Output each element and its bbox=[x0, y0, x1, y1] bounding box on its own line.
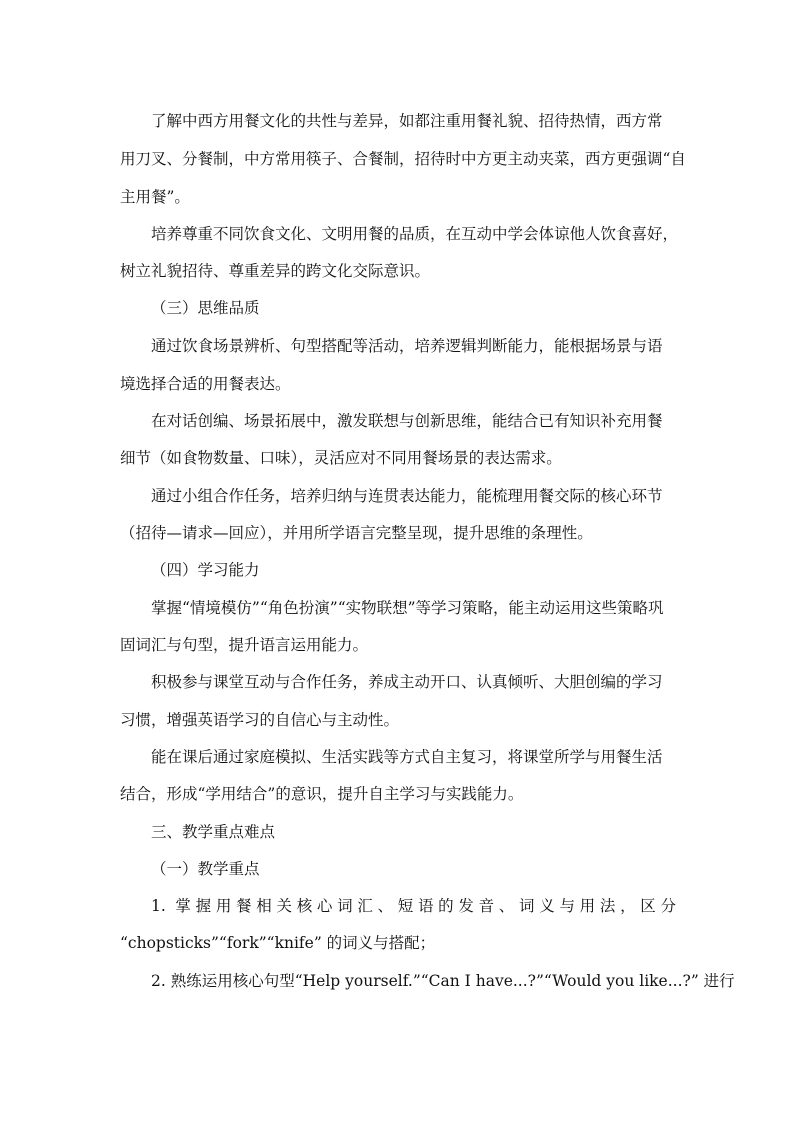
paragraph-line: 掌握“情境模仿”“角色扮演”“实物联想”等学习策略，能主动运用这些策略巩 bbox=[151, 599, 664, 617]
paragraph-line: 积极参与课堂互动与合作任务，养成主动开口、认真倾听、大胆创编的学习 bbox=[151, 673, 663, 691]
paragraph-line: 培养尊重不同饮食文化、文明用餐的品质，在互动中学会体谅他人饮食喜好， bbox=[151, 225, 679, 243]
paragraph-line: 习惯，增强英语学习的自信心与主动性。 bbox=[120, 711, 400, 729]
paragraph-line: 2. 熟练运用核心句型“Help yourself.”“Can I have...?”“Would you like...?” 进行 bbox=[151, 972, 735, 990]
section-heading: 三、教学重点难点 bbox=[151, 823, 276, 841]
paragraph-line: 通过饮食场景辨析、句型搭配等活动，培养逻辑判断能力，能根据场景与语 bbox=[151, 337, 663, 355]
paragraph-line: 1. 掌握用餐相关核心词汇、短语的发音、词义与用法，区分 bbox=[151, 897, 676, 915]
section-heading: （三）思维品质 bbox=[151, 299, 260, 317]
subsection-heading: （一）教学重点 bbox=[151, 860, 260, 878]
paragraph-line: 能在课后通过家庭模拟、生活实践等方式自主复习，将课堂所学与用餐生活 bbox=[151, 748, 663, 766]
paragraph-line: “chopsticks”“fork”“knife” 的词义与搭配； bbox=[120, 934, 436, 952]
paragraph-line: 境选择合适的用餐表达。 bbox=[120, 375, 291, 393]
paragraph-line: 固词汇与句型，提升语言运用能力。 bbox=[120, 636, 369, 654]
paragraph-line: 了解中西方用餐文化的共性与差异，如都注重用餐礼貌、招待热情，西方常 bbox=[151, 112, 663, 130]
paragraph-line: （招待—请求—回应），并用所学语言完整呈现，提升思维的条理性。 bbox=[120, 524, 593, 542]
section-heading: （四）学习能力 bbox=[151, 561, 260, 579]
paragraph-line: 主用餐”。 bbox=[120, 188, 190, 206]
paragraph-line: 结合，形成“学用结合”的意识，提升自主学习与实践能力。 bbox=[120, 785, 524, 803]
paragraph-line: 在对话创编、场景拓展中，激发联想与创新思维，能结合已有知识补充用餐 bbox=[151, 412, 663, 430]
paragraph-line: 树立礼貌招待、尊重差异的跨文化交际意识。 bbox=[120, 262, 431, 280]
paragraph-line: 细节（如食物数量、口味），灵活应对不同用餐场景的表达需求。 bbox=[120, 449, 562, 467]
paragraph-line: 通过小组合作任务，培养归纳与连贯表达能力，能梳理用餐交际的核心环节 bbox=[151, 487, 663, 505]
paragraph-line: 用刀叉、分餐制，中方常用筷子、合餐制，招待时中方更主动夹菜，西方更强调“自 bbox=[120, 150, 686, 168]
